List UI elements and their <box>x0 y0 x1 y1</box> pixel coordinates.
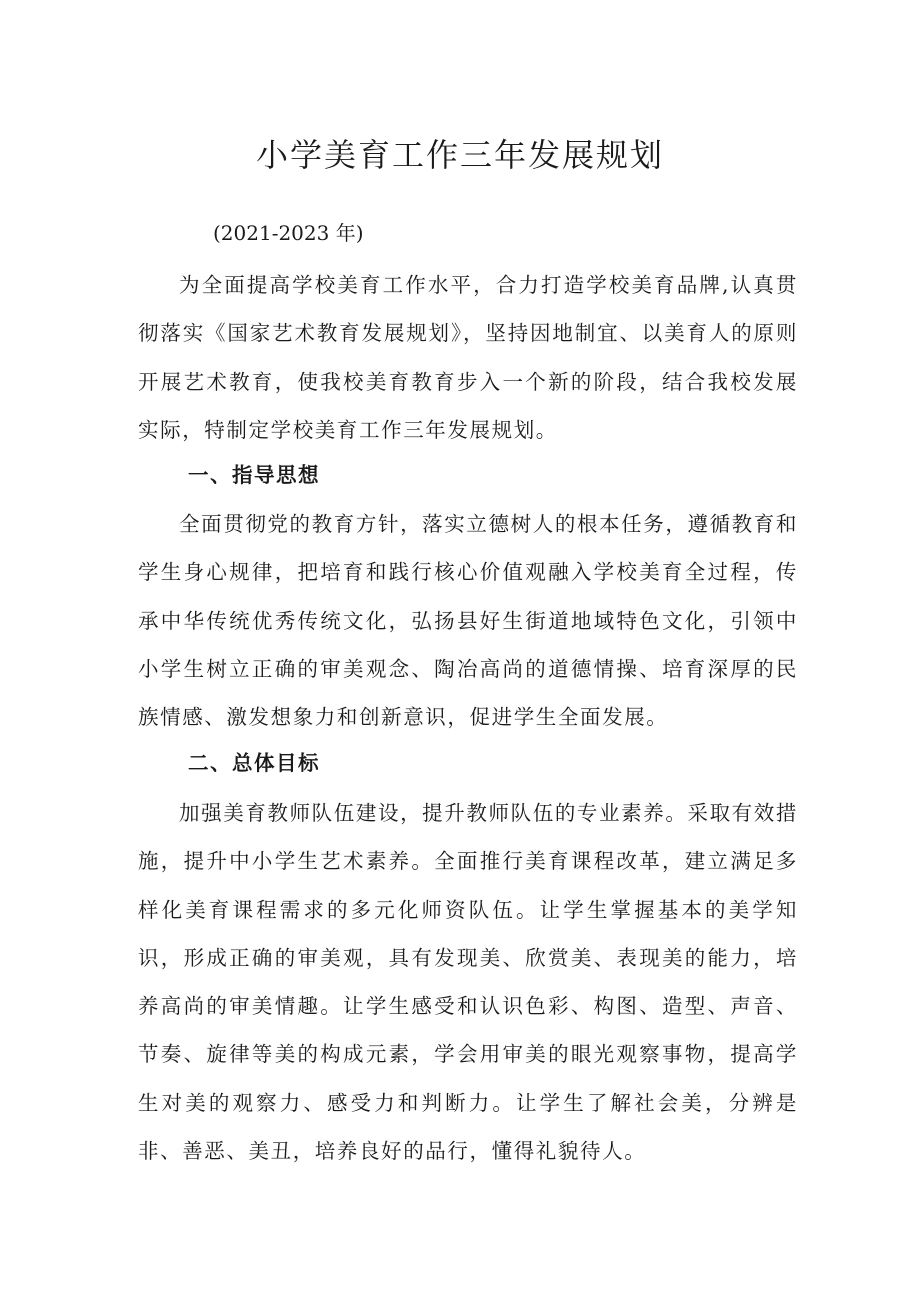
section-heading-guiding-ideology: 一、指导思想 <box>188 463 320 487</box>
document-title: 小学美育工作三年发展规划 <box>255 136 664 174</box>
section-body-overall-goals: 加强美育教师队伍建设，提升教师队伍的专业素养。采取有效措施，提升中小学生艺术素养。全面推行美育课程改革，建立满足多样化美育课程需求的多元化师资队伍。让学生掌握基本的美学知识，形成正确的审美观，具有发现美、欣赏美、表现美的能力，培养高尚的审美情趣。让学生感受和认识色彩、构图、造型、声音、节奏、旋律等美的构成元素，学会用审美的眼光观察事物，提高学生对美的观察力、感受力和判断力。让学生了解社会美，分辨是非、善恶、美丑，培养良好的品行，懂得礼貌待人。 <box>138 801 798 1164</box>
document-years: (2021-2023 年) <box>213 221 364 245</box>
section-body-guiding-ideology: 全面贯彻党的教育方针，落实立德树人的根本任务，遵循教育和学生身心规律，把培育和践行核心价值观融入学校美育全过程，传承中华传统优秀传统文化，弘扬县好生街道地域特色文化，引领中小学生树立正确的审美观念、陶冶高尚的道德情操、培育深厚的民族情感、激发想象力和创新意识，促进学生全面发展。 <box>138 512 798 730</box>
intro-paragraph: 为全面提高学校美育工作水平，合力打造学校美育品牌,认真贯彻落实《国家艺术教育发展规划》，坚持因地制宜、以美育人的原则开展艺术教育，使我校美育教育步入一个新的阶段，结合我校发展实际，特制定学校美育工作三年发展规划。 <box>138 273 798 442</box>
section-heading-overall-goals: 二、总体目标 <box>188 751 320 775</box>
